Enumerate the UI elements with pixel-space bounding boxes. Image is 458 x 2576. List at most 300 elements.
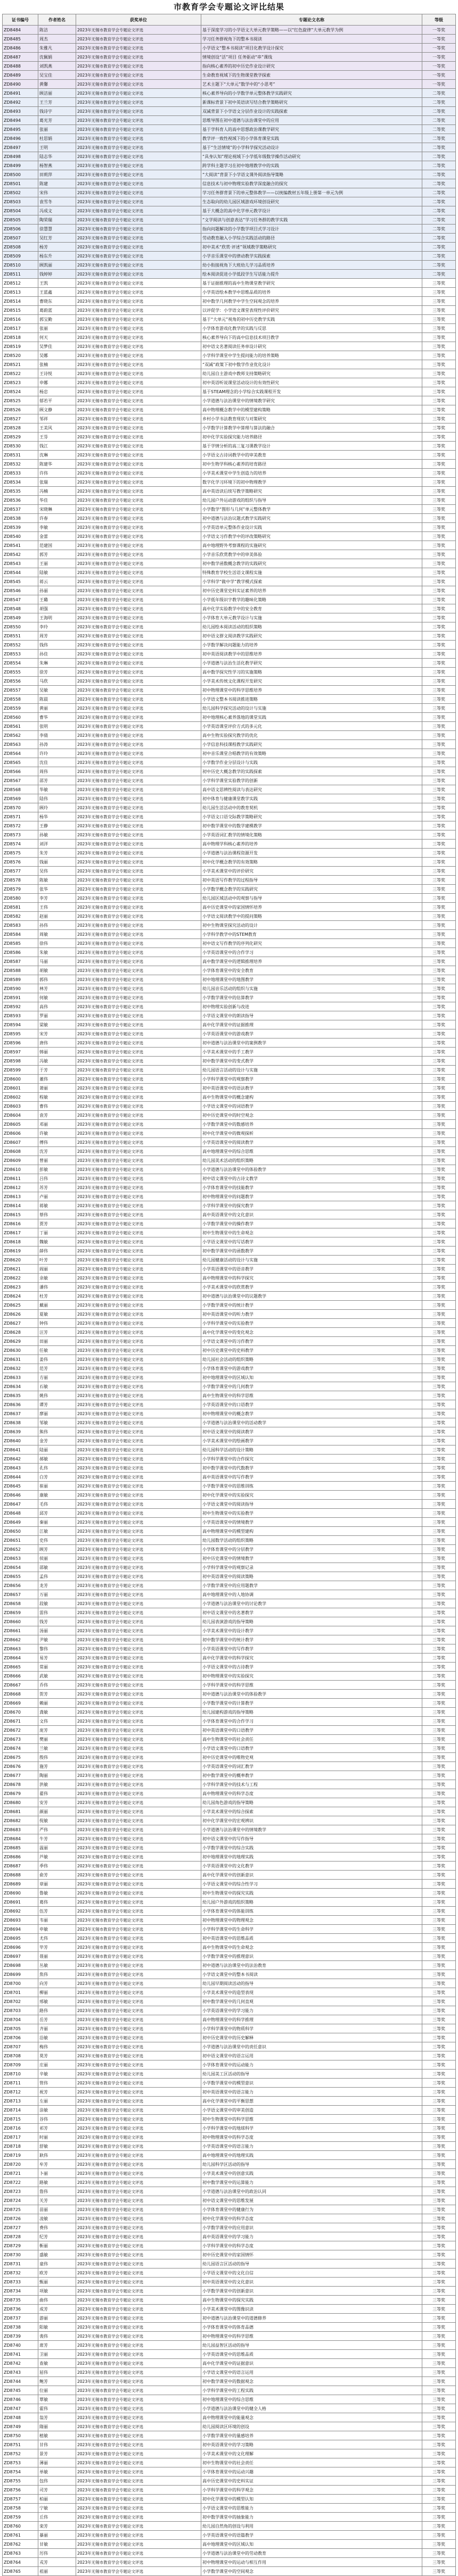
certificate-no-cell: ZD8636 (3, 1400, 38, 1409)
grade-cell: 三等奖 (422, 930, 456, 939)
certificate-no-cell: ZD8693 (3, 1916, 38, 1925)
grade-cell: 一等奖 (422, 53, 456, 62)
author-name-cell: 郭芳 (38, 550, 76, 559)
award-unit-cell: 2023年无锡市教育学会专题论文评选 (76, 821, 201, 830)
paper-title-cell: 幼儿园自然角的创设与利用 (201, 2522, 422, 2531)
award-unit-cell: 2023年无锡市教育学会专题论文评选 (76, 1780, 201, 1789)
grade-cell: 三等奖 (422, 984, 456, 993)
table-row (3, 71, 456, 80)
author-name-cell: 陆志华 (38, 152, 76, 161)
award-unit-cell: 2023年无锡市教育学会专题论文评选 (76, 107, 201, 116)
table-row (3, 2341, 456, 2350)
award-unit-cell: 2023年无锡市教育学会专题论文评选 (76, 876, 201, 885)
award-unit-cell: 2023年无锡市教育学会专题论文评选 (76, 921, 201, 930)
grade-cell: 三等奖 (422, 487, 456, 496)
table-row (3, 722, 456, 731)
paper-title-cell: 小学语文课堂中的词语教学 (201, 1102, 422, 1111)
certificate-no-cell: ZD8600 (3, 1075, 38, 1084)
grade-cell: 三等奖 (422, 595, 456, 604)
grade-cell: 三等奖 (422, 1907, 456, 1916)
author-name-cell: 徐芳 (38, 668, 76, 677)
award-unit-cell: 2023年无锡市教育学会专题论文评选 (76, 803, 201, 812)
grade-cell: 二等奖 (422, 243, 456, 252)
paper-title-cell: 小学体育游戏化教学的实践与反思 (201, 324, 422, 333)
author-name-cell: 武敏 (38, 1672, 76, 1681)
grade-cell: 三等奖 (422, 496, 456, 505)
table-row (3, 2259, 456, 2268)
award-unit-cell: 2023年无锡市教育学会专题论文评选 (76, 1482, 201, 1491)
paper-title-cell: 小学语文阅读教学中的提问策略 (201, 912, 422, 921)
table-row (3, 1020, 456, 1029)
grade-cell: 三等奖 (422, 1500, 456, 1509)
author-name-cell: 邢敏 (38, 1997, 76, 2006)
certificate-no-cell: ZD8652 (3, 1545, 38, 1554)
author-name-cell: 苗丽 (38, 2205, 76, 2214)
author-name-cell: 姜伟 (38, 1355, 76, 1364)
grade-cell: 三等奖 (422, 2223, 456, 2232)
table-row (3, 1265, 456, 1274)
certificate-no-cell: ZD8530 (3, 442, 38, 451)
grade-cell: 二等奖 (422, 234, 456, 243)
grade-cell: 三等奖 (422, 1970, 456, 1979)
certificate-no-cell: ZD8640 (3, 1436, 38, 1445)
author-name-cell: 庄丽 (38, 2060, 76, 2070)
certificate-no-cell: ZD8523 (3, 378, 38, 387)
table-row (3, 1690, 456, 1699)
grade-cell: 三等奖 (422, 2097, 456, 2106)
paper-title-cell: 初中生物课堂中的社会责任 (201, 2458, 422, 2467)
author-name-cell: 王璐 (38, 595, 76, 604)
table-row (3, 604, 456, 613)
table-row (3, 26, 456, 35)
certificate-no-cell: ZD8612 (3, 1183, 38, 1192)
grade-cell: 三等奖 (422, 2142, 456, 2151)
award-unit-cell: 2023年无锡市教育学会专题论文评选 (76, 993, 201, 1002)
author-name-cell: 于芳 (38, 1066, 76, 1075)
certificate-no-cell: ZD8681 (3, 1807, 38, 1816)
award-unit-cell: 2023年无锡市教育学会专题论文评选 (76, 2205, 201, 2214)
grade-cell: 三等奖 (422, 2377, 456, 2386)
author-name-cell: 岳芳 (38, 2015, 76, 2024)
certificate-no-cell: ZD8673 (3, 1735, 38, 1744)
author-name-cell: 李玲 (38, 622, 76, 631)
author-name-cell: 常丽 (38, 1663, 76, 1672)
table-row (3, 2314, 456, 2323)
award-unit-cell: 2023年无锡市教育学会专题论文评选 (76, 1898, 201, 1907)
table-row (3, 306, 456, 315)
certificate-no-cell: ZD8532 (3, 460, 38, 469)
certificate-no-cell: ZD8749 (3, 2422, 38, 2431)
certificate-no-cell: ZD8633 (3, 1373, 38, 1382)
paper-title-cell: 小学美术课堂中的综合探索 (201, 1807, 422, 1816)
paper-title-cell: 初中数学课堂中的概率教学 (201, 1771, 422, 1780)
table-row (3, 1789, 456, 1798)
table-row (3, 1518, 456, 1527)
paper-title-cell: 小学科学课堂中的地球科学 (201, 2124, 422, 2133)
paper-title-cell: 小学体育课堂中的分层教学 (201, 1545, 422, 1554)
paper-title-cell: 初中道德与法治课堂中的法治教育 (201, 1961, 422, 1970)
paper-title-cell: 初中数学几何教学中学生空间观念的培养 (201, 297, 422, 306)
table-row (3, 1590, 456, 1599)
grade-cell: 三等奖 (422, 2323, 456, 2332)
grade-cell: 三等奖 (422, 1871, 456, 1880)
paper-title-cell: 小学体育课堂中的技能教学 (201, 1183, 422, 1192)
author-name-cell: 覃敏 (38, 2395, 76, 2404)
author-name-cell: 王明 (38, 143, 76, 152)
author-name-cell: 王凯 (38, 279, 76, 288)
table-row (3, 821, 456, 830)
certificate-no-cell: ZD8665 (3, 1663, 38, 1672)
award-unit-cell: 2023年无锡市教育学会专题论文评选 (76, 71, 201, 80)
award-unit-cell: 2023年无锡市教育学会专题论文评选 (76, 631, 201, 641)
paper-title-cell: 初中数学课堂中的代数教学 (201, 1464, 422, 1473)
table-row (3, 2187, 456, 2196)
award-unit-cell: 2023年无锡市教育学会专题论文评选 (76, 1066, 201, 1075)
award-unit-cell: 2023年无锡市教育学会专题论文评选 (76, 1997, 201, 2006)
certificate-no-cell: ZD8597 (3, 1048, 38, 1057)
table-row (3, 378, 456, 387)
award-unit-cell: 2023年无锡市教育学会专题论文评选 (76, 794, 201, 803)
certificate-no-cell: ZD8646 (3, 1491, 38, 1500)
table-row (3, 243, 456, 252)
author-name-cell: 雷伟 (38, 1608, 76, 1617)
author-name-cell: 钱伟 (38, 641, 76, 650)
award-unit-cell: 2023年无锡市教育学会专题论文评选 (76, 776, 201, 785)
table-row (3, 830, 456, 840)
grade-cell: 二等奖 (422, 197, 456, 206)
certificate-no-cell: ZD8493 (3, 107, 38, 116)
grade-cell: 三等奖 (422, 1337, 456, 1346)
paper-title-cell: 初中英语课堂中的听力教学 (201, 1310, 422, 1319)
grade-cell: 三等奖 (422, 523, 456, 532)
table-row (3, 1554, 456, 1563)
certificate-no-cell: ZD8535 (3, 487, 38, 496)
author-name-cell: 严伟 (38, 1825, 76, 1834)
table-row (3, 2278, 456, 2287)
award-unit-cell: 2023年无锡市教育学会专题论文评选 (76, 1418, 201, 1427)
award-unit-cell: 2023年无锡市教育学会专题论文评选 (76, 161, 201, 170)
paper-title-cell: 小学道德与法治课堂中的责任意识 (201, 2042, 422, 2051)
paper-title-cell: 高中物理课堂中的能量观念 (201, 2413, 422, 2422)
author-name-cell: 乔伟 (38, 1681, 76, 1690)
author-name-cell: 吴伟 (38, 867, 76, 876)
certificate-no-cell: ZD8586 (3, 948, 38, 957)
certificate-no-cell: ZD8685 (3, 1843, 38, 1852)
paper-title-cell: 高中化学课堂中的创新意识 (201, 1871, 422, 1880)
grade-cell: 三等奖 (422, 1283, 456, 1292)
table-row (3, 894, 456, 903)
author-name-cell: 俞芳 (38, 1871, 76, 1880)
table-row (3, 1482, 456, 1491)
award-unit-cell: 2023年无锡市教育学会专题论文评选 (76, 858, 201, 867)
grade-cell: 三等奖 (422, 1192, 456, 1201)
certificate-no-cell: ZD8698 (3, 1961, 38, 1970)
author-name-cell: 陆伟 (38, 794, 76, 803)
grade-cell: 三等奖 (422, 1672, 456, 1681)
paper-title-cell: 小学科学课堂中的探究教学 (201, 1201, 422, 1210)
author-name-cell: 查敏 (38, 2359, 76, 2368)
grade-cell: 三等奖 (422, 1400, 456, 1409)
certificate-no-cell: ZD8498 (3, 152, 38, 161)
certificate-no-cell: ZD8731 (3, 2259, 38, 2268)
certificate-no-cell: ZD8635 (3, 1391, 38, 1400)
award-unit-cell: 2023年无锡市教育学会专题论文评选 (76, 1798, 201, 1807)
author-name-cell: 曹晓东 (38, 297, 76, 306)
author-name-cell: 张丽 (38, 324, 76, 333)
table-row (3, 2042, 456, 2051)
paper-title-cell: 初中英语课堂中的阅读策略 (201, 1572, 422, 1581)
grade-cell: 三等奖 (422, 1445, 456, 1455)
paper-title-cell: 小学数学课堂中的几何教学 (201, 1382, 422, 1391)
grade-cell: 三等奖 (422, 894, 456, 903)
award-unit-cell: 2023年无锡市教育学会专题论文评选 (76, 342, 201, 351)
table-row (3, 1970, 456, 1979)
table-row (3, 1834, 456, 1843)
author-name-cell: 翁芳 (38, 2413, 76, 2422)
paper-title-cell: 初中生物课堂中的探究实践 (201, 1889, 422, 1898)
award-unit-cell: 2023年无锡市教育学会专题论文评选 (76, 215, 201, 225)
paper-title-cell: 初中物理课堂中的问题教学 (201, 1192, 422, 1201)
award-unit-cell: 2023年无锡市教育学会专题论文评选 (76, 2097, 201, 2106)
table-row (3, 433, 456, 442)
paper-title-cell: 小学数学课堂中的模型意识 (201, 2079, 422, 2088)
award-unit-cell: 2023年无锡市教育学会专题论文评选 (76, 80, 201, 89)
table-row (3, 2079, 456, 2088)
table-row (3, 170, 456, 179)
table-row (3, 1201, 456, 1210)
paper-title-cell: 高中物理课堂中的科学态度 (201, 1789, 422, 1798)
paper-title-cell: 初中生物课堂中的科学思维 (201, 2115, 422, 2124)
grade-cell: 三等奖 (422, 713, 456, 722)
certificate-no-cell: ZD8719 (3, 2151, 38, 2160)
author-name-cell: 朱芳 (38, 849, 76, 858)
author-name-cell: 崔丽 (38, 1482, 76, 1491)
grade-cell: 三等奖 (422, 2296, 456, 2305)
certificate-no-cell: ZD8602 (3, 1093, 38, 1102)
table-row (3, 1283, 456, 1292)
paper-title-cell: 指向问题解决的小学数学项目式学习设计 (201, 225, 422, 234)
certificate-no-cell: ZD8556 (3, 677, 38, 686)
author-name-cell: 庞芳 (38, 1726, 76, 1735)
grade-cell: 三等奖 (422, 469, 456, 478)
paper-title-cell: 生命教育视域下的生物课堂教学探索 (201, 71, 422, 80)
table-row (3, 270, 456, 279)
award-unit-cell: 2023年无锡市教育学会专题论文评选 (76, 2323, 201, 2332)
award-unit-cell: 2023年无锡市教育学会专题论文评选 (76, 1120, 201, 1129)
award-unit-cell: 2023年无锡市教育学会专题论文评选 (76, 1328, 201, 1337)
author-name-cell: 金芳 (38, 1436, 76, 1445)
author-name-cell: 屈伟 (38, 2368, 76, 2377)
table-row (3, 1337, 456, 1346)
award-unit-cell: 2023年无锡市教育学会专题论文评选 (76, 1292, 201, 1301)
paper-title-cell: 小学体育课堂中的体能训练 (201, 1907, 422, 1916)
author-name-cell: 孙敏 (38, 830, 76, 840)
grade-cell: 三等奖 (422, 1301, 456, 1310)
certificate-no-cell: ZD8610 (3, 1165, 38, 1174)
paper-title-cell: 基于证据推理的高中生物课堂教学研究 (201, 279, 422, 288)
author-name-cell: 伍芳 (38, 1907, 76, 1916)
paper-title-cell: 小学道德与法治课堂中的健全人格 (201, 2404, 422, 2413)
grade-cell: 三等奖 (422, 1997, 456, 2006)
grade-cell: 三等奖 (422, 2033, 456, 2042)
certificate-no-cell: ZD8551 (3, 631, 38, 641)
author-name-cell: 龙芳 (38, 1581, 76, 1590)
paper-title-cell: 初中化学课堂中的宏观辨识 (201, 1816, 422, 1825)
certificate-no-cell: ZD8557 (3, 686, 38, 695)
grade-cell: 三等奖 (422, 2079, 456, 2088)
grade-cell: 二等奖 (422, 170, 456, 179)
paper-title-cell: 幼儿园表演游戏的指导策略 (201, 1617, 422, 1626)
paper-title-cell: 幼儿园户外运动游戏的组织与指导 (201, 496, 422, 505)
author-name-cell: 汤丽 (38, 1626, 76, 1635)
table-row (3, 2558, 456, 2567)
certificate-no-cell: ZD8702 (3, 1997, 38, 2006)
grade-cell: 三等奖 (422, 1988, 456, 1997)
grade-cell: 三等奖 (422, 2133, 456, 2142)
paper-title-cell: 初中物理课堂中的科学思维培养 (201, 686, 422, 695)
award-unit-cell: 2023年无锡市教育学会专题论文评选 (76, 306, 201, 315)
certificate-no-cell: ZD8752 (3, 2449, 38, 2458)
award-unit-cell: 2023年无锡市教育学会专题论文评选 (76, 840, 201, 849)
certificate-no-cell: ZD8716 (3, 2124, 38, 2133)
table-row (3, 1681, 456, 1690)
table-row (3, 1274, 456, 1283)
author-name-cell: 厉伟 (38, 2549, 76, 2558)
paper-title-cell: 小学数学课堂中的计算教学 (201, 1699, 422, 1708)
paper-title-cell: 小学英语课堂中的写作教学 (201, 1644, 422, 1653)
grade-cell: 三等奖 (422, 2287, 456, 2296)
award-unit-cell: 2023年无锡市教育学会专题论文评选 (76, 894, 201, 903)
author-name-cell: 甘敏 (38, 2540, 76, 2549)
paper-title-cell: 数字化学习环境下的初中物理教学 (201, 478, 422, 487)
author-name-cell: 季伟 (38, 1862, 76, 1871)
award-unit-cell: 2023年无锡市教育学会专题论文评选 (76, 2079, 201, 2088)
table-row (3, 2386, 456, 2395)
table-row (3, 1545, 456, 1554)
award-unit-cell: 2023年无锡市教育学会专题论文评选 (76, 2522, 201, 2531)
grade-cell: 三等奖 (422, 1391, 456, 1400)
grade-cell: 三等奖 (422, 2549, 456, 2558)
table-row (3, 2305, 456, 2314)
table-row (3, 1084, 456, 1093)
paper-title-cell: 小学数学课堂中的空间观念 (201, 2567, 422, 2576)
paper-title-cell: 小学语文课堂中的思维能力 (201, 2504, 422, 2513)
grade-cell: 三等奖 (422, 830, 456, 840)
grade-cell: 二等奖 (422, 261, 456, 270)
paper-title-cell: 小学科学教学中的STEM教育 (201, 930, 422, 939)
paper-title-cell: 初中体育与健康课堂教学实践 (201, 794, 422, 803)
award-unit-cell: 2023年无锡市教育学会专题论文评选 (76, 1970, 201, 1979)
grade-cell: 三等奖 (422, 1418, 456, 1427)
grade-cell: 三等奖 (422, 812, 456, 821)
author-name-cell: 罗丽 (38, 1011, 76, 1020)
table-row (3, 631, 456, 641)
table-row (3, 2486, 456, 2495)
paper-title-cell: 基于大概念的高中化学单元教学设计 (201, 206, 422, 215)
paper-title-cell: 小学英语词汇教学的情境化策略 (201, 830, 422, 840)
award-unit-cell: 2023年无锡市教育学会专题论文评选 (76, 1690, 201, 1699)
certificate-no-cell: ZD8696 (3, 1943, 38, 1952)
table-row (3, 2467, 456, 2477)
paper-title-cell: 初中音乐课堂合唱教学的有效策略 (201, 749, 422, 758)
grade-cell: 三等奖 (422, 1536, 456, 1545)
certificate-no-cell: ZD8708 (3, 2051, 38, 2060)
certificate-no-cell: ZD8630 (3, 1346, 38, 1355)
certificate-no-cell: ZD8647 (3, 1500, 38, 1509)
table-row (3, 2395, 456, 2404)
award-unit-cell: 2023年无锡市教育学会专题论文评选 (76, 1834, 201, 1843)
award-unit-cell: 2023年无锡市教育学会专题论文评选 (76, 125, 201, 134)
grade-cell: 三等奖 (422, 2178, 456, 2187)
award-unit-cell: 2023年无锡市教育学会专题论文评选 (76, 975, 201, 984)
certificate-no-cell: ZD8745 (3, 2386, 38, 2395)
author-name-cell: 卢丽 (38, 1192, 76, 1201)
table-row (3, 613, 456, 622)
grade-cell: 三等奖 (422, 840, 456, 849)
certificate-no-cell: ZD8599 (3, 1066, 38, 1075)
certificate-no-cell: ZD8718 (3, 2142, 38, 2151)
paper-title-cell: 初中英语听说课堂活动设计的有效性研究 (201, 378, 422, 387)
award-unit-cell: 2023年无锡市教育学会专题论文评选 (76, 1979, 201, 1988)
table-row (3, 650, 456, 659)
author-name-cell: 郁若平 (38, 396, 76, 405)
award-unit-cell: 2023年无锡市教育学会专题论文评选 (76, 2377, 201, 2386)
grade-cell: 三等奖 (422, 1274, 456, 1283)
certificate-no-cell: ZD8488 (3, 62, 38, 71)
author-name-cell: 胡敏 (38, 966, 76, 975)
paper-title-cell: 初中英语课堂中的口语教学 (201, 1726, 422, 1735)
certificate-no-cell: ZD8583 (3, 921, 38, 930)
award-unit-cell: 2023年无锡市教育学会专题论文评选 (76, 532, 201, 541)
grade-cell: 二等奖 (422, 143, 456, 152)
award-unit-cell: 2023年无锡市教育学会专题论文评选 (76, 1138, 201, 1147)
grade-cell: 三等奖 (422, 297, 456, 306)
paper-title-cell: 小学数学课堂中的思维训练 (201, 1482, 422, 1491)
grade-cell: 三等奖 (422, 414, 456, 423)
author-name-cell: 阎丽 (38, 1265, 76, 1274)
table-row (3, 2106, 456, 2115)
author-name-cell: 项敏 (38, 2287, 76, 2296)
table-row (3, 1536, 456, 1545)
table-row (3, 1852, 456, 1862)
table-row (3, 668, 456, 677)
paper-title-cell: 小学美术课堂中的评价研究 (201, 867, 422, 876)
grade-cell: 三等奖 (422, 279, 456, 288)
award-unit-cell: 2023年无锡市教育学会专题论文评选 (76, 885, 201, 894)
author-name-cell: 席芳 (38, 2341, 76, 2350)
table-row (3, 867, 456, 876)
certificate-no-cell: ZD8553 (3, 650, 38, 659)
grade-cell: 二等奖 (422, 215, 456, 225)
award-unit-cell: 2023年无锡市教育学会专题论文评选 (76, 505, 201, 514)
certificate-no-cell: ZD8525 (3, 396, 38, 405)
award-unit-cell: 2023年无锡市教育学会专题论文评选 (76, 387, 201, 396)
certificate-no-cell: ZD8664 (3, 1653, 38, 1663)
paper-title-cell: 基于学情分析的高三复习课教学设计 (201, 442, 422, 451)
award-unit-cell: 2023年无锡市教育学会专题论文评选 (76, 912, 201, 921)
certificate-no-cell: ZD8754 (3, 2467, 38, 2477)
certificate-no-cell: ZD8707 (3, 2042, 38, 2051)
author-name-cell: 齐丽 (38, 2024, 76, 2033)
author-name-cell: 段敏 (38, 1599, 76, 1608)
paper-title-cell: 小学科学课堂中的工程实践 (201, 2386, 422, 2395)
grade-cell: 三等奖 (422, 1482, 456, 1491)
award-unit-cell: 2023年无锡市教育学会专题论文评选 (76, 1473, 201, 1482)
table-row (3, 215, 456, 225)
paper-title-cell: 小学英语课堂中的词汇教学 (201, 1762, 422, 1771)
table-row (3, 1373, 456, 1382)
table-row (3, 2142, 456, 2151)
